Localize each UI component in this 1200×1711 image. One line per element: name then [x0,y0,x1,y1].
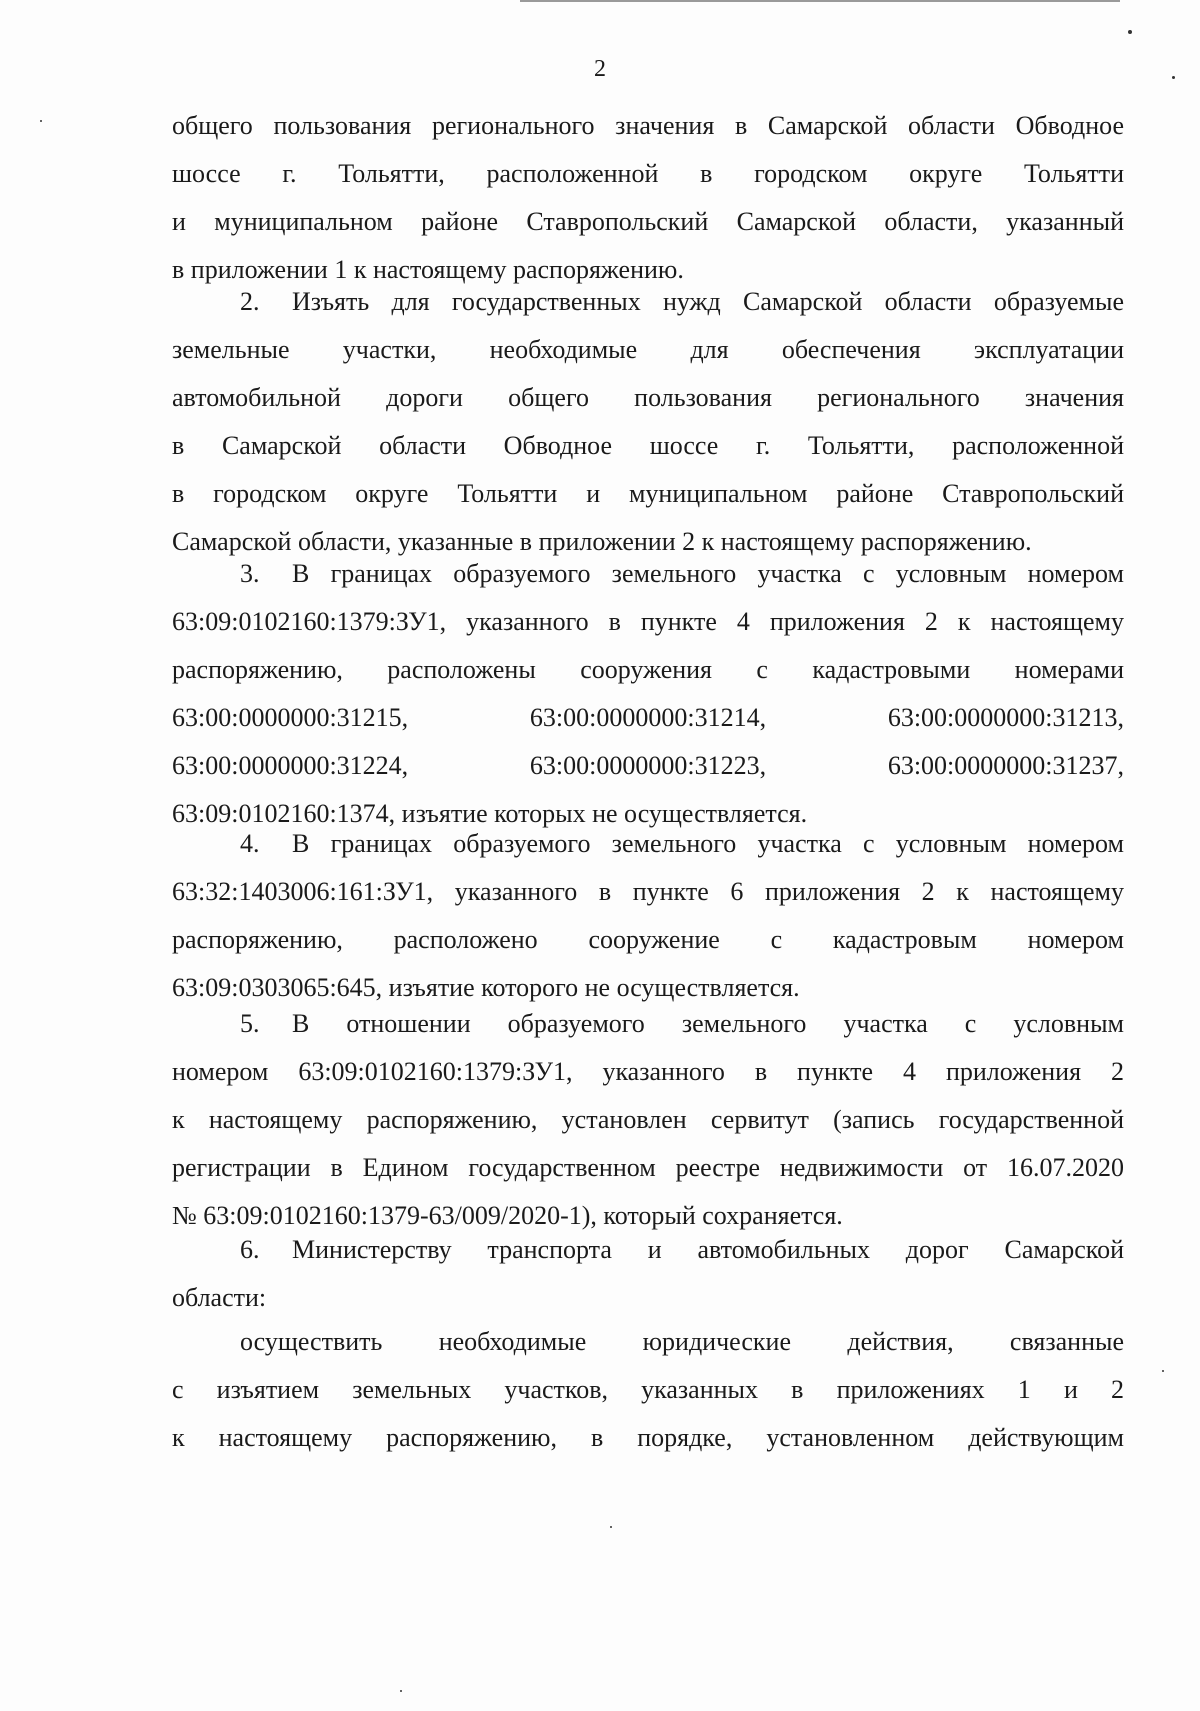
text-run: Министерству транспорта и автомобильных дорог Самарской [292,1235,1124,1264]
text-line: земельные участки, необходимые для обеспечения эксплуатации [172,335,1124,364]
paragraph-4 [172,820,1124,1012]
paragraph-2 [172,278,1124,566]
scan-speck [1128,30,1132,34]
paragraph-number: 5. [240,1009,260,1038]
text-line [172,1226,1124,1274]
text-line: 63:32:1403006:161:ЗУ1, указанного в пункте 6 приложения 2 к настоящему [172,877,1124,906]
scan-speck [610,1526,612,1528]
text-line: 63:09:0102160:1374, изъятие которых не осуществляется. [172,799,808,828]
cadastral-number: 63:00:0000000:31214, [529,703,767,732]
text-line: осуществить необходимые юридические действия, связанные [240,1327,1124,1356]
paragraph-number: 2. [240,287,260,316]
paragraph-3 [172,550,1124,838]
text-line: № 63:09:0102160:1379-63/009/2020-1), который сохраняется. [172,1201,843,1230]
text-run: Изъять для государственных нужд Самарской области образуемые [292,287,1124,316]
scan-speck [1162,1370,1164,1372]
paragraph-number: 4. [240,829,260,858]
text-line: распоряжению, расположены сооружения с кадастровыми номерами [172,655,1124,684]
text-line [172,1000,1124,1048]
cadastral-number: 63:00:0000000:31237, [887,751,1124,780]
text-run: В отношении образуемого земельного участка с условным [292,1009,1124,1038]
text-line: в Самарской области Обводное шоссе г. Тольятти, расположенной [172,431,1124,460]
text-line: регистрации в Едином государственном реестре недвижимости от 16.07.2020 [172,1153,1124,1182]
scan-speck [40,120,42,122]
cadastral-number: 63:00:0000000:31223, [529,751,767,780]
paragraph-number: 3. [240,559,260,588]
paragraph-number: 6. [240,1235,260,1264]
text-line: 63:09:0303065:645, изъятие которого не осуществляется. [172,973,800,1002]
text-line [172,550,1124,598]
text-line: номером 63:09:0102160:1379:ЗУ1, указанного в пункте 4 приложения 2 [172,1057,1124,1086]
cadastral-number: 63:00:0000000:31213, [887,703,1124,732]
paragraph-6 [172,1226,1124,1322]
text-line: в городском округе Тольятти и муниципальном районе Ставропольский [172,479,1124,508]
text-run: В границах образуемого земельного участка с условным номером [292,559,1124,588]
text-line: распоряжению, расположено сооружение с кадастровым номером [172,925,1124,954]
text-line: с изъятием земельных участков, указанных в приложениях 1 и 2 [172,1375,1124,1404]
cadastral-number: 63:00:0000000:31215, [172,703,409,732]
text-line: автомобильной дороги общего пользования регионального значения [172,383,1124,412]
paragraph-intro [172,102,1124,294]
text-line [172,278,1124,326]
cadastral-number: 63:00:0000000:31224, [172,751,409,780]
text-line: 63:09:0102160:1379:ЗУ1, указанного в пункте 4 приложения 2 к настоящему [172,607,1124,636]
text-line [172,820,1124,868]
text-line: и муниципальном районе Ставропольский Самарской области, указанный [172,207,1124,236]
paragraph-6-subitem [172,1318,1124,1462]
text-run: В границах образуемого земельного участка с условным номером [292,829,1124,858]
page-number: 2 [594,56,606,82]
text-line: общего пользования регионального значения в Самарской области Обводное [172,111,1124,140]
text-line: Самарской области, указанные в приложении 2 к настоящему распоряжению. [172,527,1032,556]
text-line: шоссе г. Тольятти, расположенной в городском округе Тольятти [172,159,1124,188]
text-line: к настоящему распоряжению, в порядке, установленном действующим [172,1423,1124,1452]
cadastral-row [172,742,1124,790]
text-line: области: [172,1283,267,1312]
paragraph-5 [172,1000,1124,1240]
scan-speck [400,1690,402,1692]
text-line: в приложении 1 к настоящему распоряжению. [172,255,684,284]
text-line: к настоящему распоряжению, установлен сервитут (запись государственной [172,1105,1124,1134]
top-edge-line [520,0,1120,2]
scan-speck [1172,76,1175,79]
cadastral-row [172,694,1124,742]
